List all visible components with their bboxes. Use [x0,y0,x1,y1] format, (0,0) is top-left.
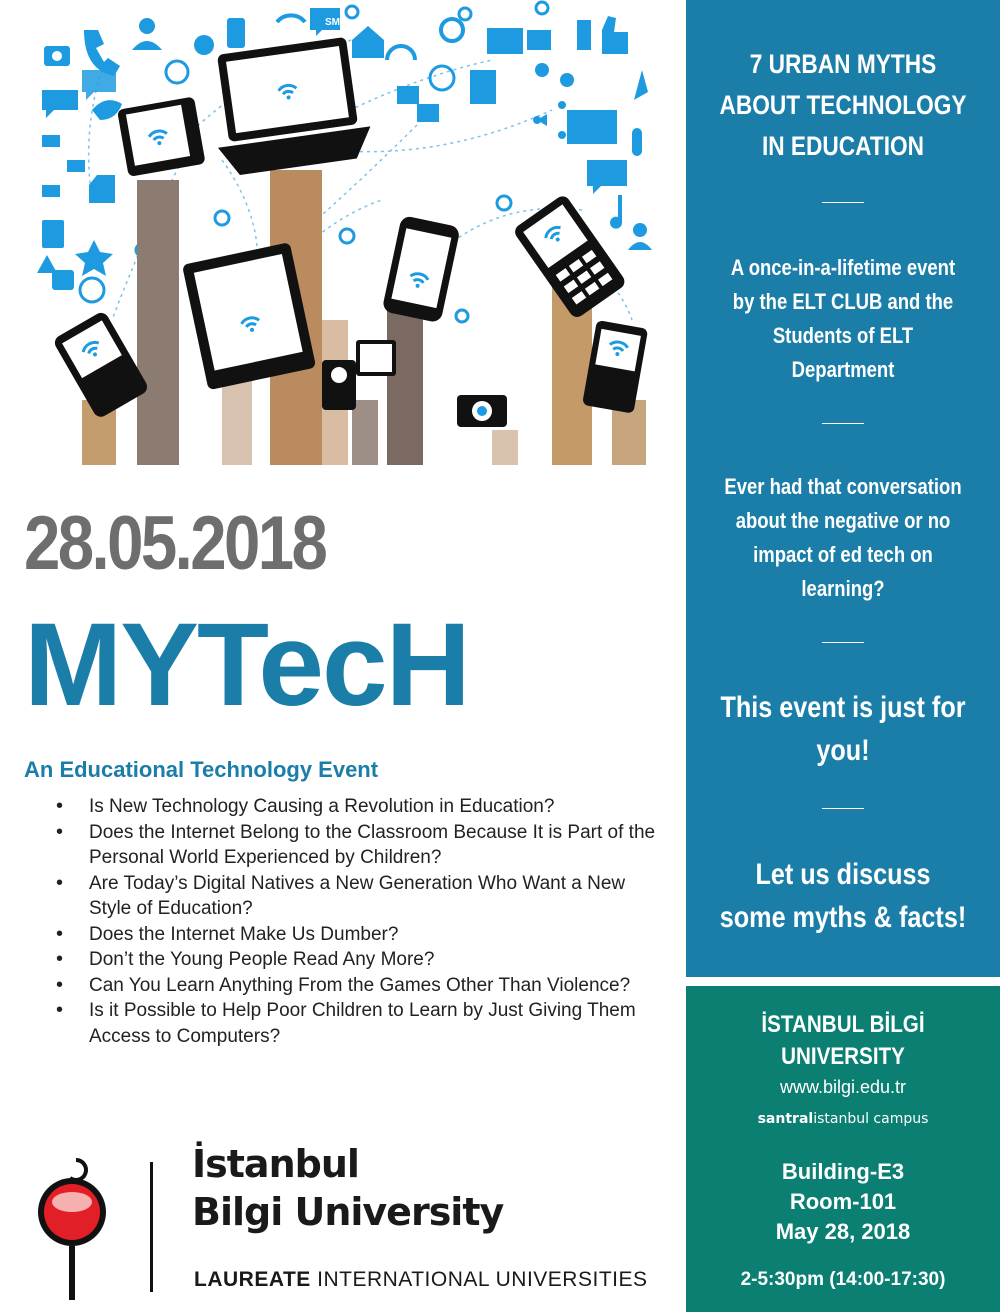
infobox-building: Building-E3 [781,1159,905,1184]
infobox-campus [686,1111,1000,1127]
campus-bold: santral [757,1111,814,1127]
event-date: 28.05.2018 [24,501,326,586]
campus-rest: istanbul campus [813,1111,929,1127]
question-list [48,794,668,1049]
event-title: MYTecH [24,599,469,731]
infobox-time: 2-5:30pm (14:00-17:30) [740,1269,946,1290]
venue-infobox [686,986,1000,1312]
bilgi-pin-emblem [32,1150,122,1310]
infobox-date: May 28, 2018 [775,1219,911,1244]
infobox-venue [686,1157,1000,1247]
event-subtitle: An Educational Technology Event [24,757,379,782]
sidebar-divider [822,202,864,203]
event-sidebar [686,0,1000,977]
logo-line-2: Bilgi University [192,1190,504,1234]
question-item: • Can You Learn Anything From the Games Other Than Violence? [48,973,668,999]
question-item: • Is it Possible to Help Poor Children to Learn by Just Giving Them Access to Computers? [48,998,668,1049]
sidebar-description: A once-in-a-lifetime event by the ELT CLUB and the Students of ELT Department [730,255,956,382]
sidebar-divider [822,423,864,424]
hero-illustration [22,0,672,465]
tagline-rest: INTERNATIONAL UNIVERSITIES [310,1268,648,1291]
question-item: • Does the Internet Belong to the Classroom Because It is Part of the Personal World Experienced by Children? [48,820,668,871]
infobox-room: Room-101 [789,1189,897,1214]
sms-label: SMS [325,17,347,28]
logo-tagline [194,1268,648,1292]
sidebar-divider [822,642,864,643]
infobox-website[interactable]: www.bilgi.edu.tr [779,1077,907,1097]
question-item: • Are Today’s Digital Natives a New Generation Who Want a New Style of Education? [48,871,668,922]
logo-divider [150,1162,153,1292]
question-item: • Does the Internet Make Us Dumber? [48,922,668,948]
question-item: • Don’t the Young People Read Any More? [48,947,668,973]
sidebar-title: 7 URBAN MYTHS ABOUT TECHNOLOGY IN EDUCATION [719,49,967,161]
sidebar-discuss: Let us discuss some myths & facts! [719,858,967,934]
sidebar-call-to-action: This event is just for you! [720,691,966,767]
university-logo [22,1140,682,1312]
sidebar-divider [822,808,864,809]
hands-with-devices-graphic [22,0,672,465]
question-item: • Is New Technology Causing a Revolution in Education? [48,794,668,820]
tagline-bold: LAUREATE [194,1268,311,1291]
logo-line-1: İstanbul [192,1142,359,1186]
infobox-university: İSTANBUL BİLGİ UNIVERSITY [761,1011,925,1070]
sidebar-question: Ever had that conversation about the negative or no impact of ed tech on learning? [724,474,962,601]
logo-wordmark [192,1140,503,1236]
